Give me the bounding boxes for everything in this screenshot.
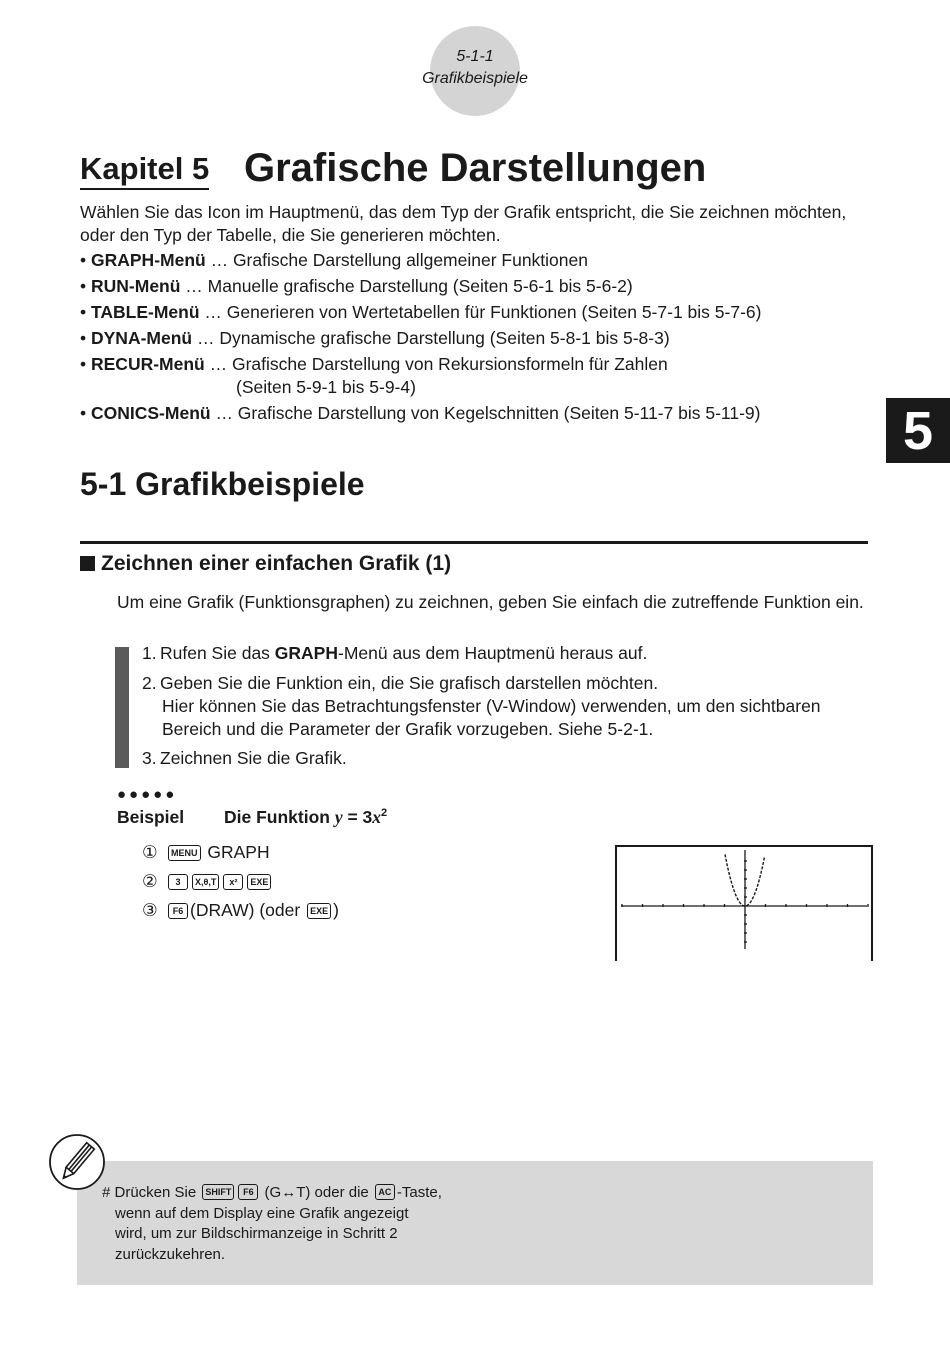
step-3: 3. Zeichnen Sie die Grafik. bbox=[142, 748, 347, 768]
menu-key-icon: MENU bbox=[168, 845, 201, 861]
section-title: 5-1 Grafikbeispiele bbox=[80, 466, 365, 502]
menu-name: CONICS-Menü bbox=[91, 403, 211, 423]
example-dots: ●●●●● bbox=[117, 786, 178, 803]
menu-desc-continued: (Seiten 5-9-1 bis 5-9-4) bbox=[236, 377, 416, 397]
key-x-theta-t-icon: X,θ,T bbox=[192, 874, 219, 890]
menu-desc: … Grafische Darstellung von Rekursionsformeln für Zahlen bbox=[204, 354, 668, 374]
pencil-icon bbox=[48, 1133, 106, 1191]
keystroke-line-3: ③ F6 (DRAW) (oder EXE ) bbox=[142, 900, 339, 920]
key-3-icon: 3 bbox=[168, 874, 188, 890]
menu-desc: … Manuelle grafische Darstellung (Seiten 5-6-1 bis 5-6-2) bbox=[180, 276, 633, 296]
keystroke-line-2: ② 3 X,θ,T x² EXE bbox=[142, 869, 273, 893]
menu-desc: … Grafische Darstellung allgemeiner Funktionen bbox=[205, 250, 588, 270]
key-f6-icon: F6 bbox=[238, 1184, 258, 1200]
page-number: 5-1-1 bbox=[456, 48, 494, 65]
list-item: • RUN-Menü … Manuelle grafische Darstellung (Seiten 5-6-1 bis 5-6-2) bbox=[80, 276, 633, 296]
steps-list bbox=[142, 642, 862, 770]
subsection-heading bbox=[80, 552, 451, 576]
ac-key-icon: AC bbox=[375, 1184, 395, 1200]
list-item: • RECUR-Menü … Grafische Darstellung von Rekursionsformeln für Zahlen (Seiten 5-9-1 bis 5-9-4) bbox=[80, 353, 870, 402]
shift-key-icon: SHIFT bbox=[202, 1184, 234, 1200]
menu-list bbox=[80, 249, 870, 428]
list-item: • CONICS-Menü … Grafische Darstellung von Kegelschnitten (Seiten 5-11-7 bis 5-11-9) bbox=[80, 403, 761, 423]
screen-frame bbox=[616, 846, 872, 961]
section-divider bbox=[80, 541, 868, 544]
list-item: • DYNA-Menü … Dynamische grafische Darstellung (Seiten 5-8-1 bis 5-8-3) bbox=[80, 328, 670, 348]
subsection-title: Zeichnen einer einfachen Grafik (1) bbox=[101, 552, 452, 575]
steps-marker-bar bbox=[115, 647, 129, 768]
calculator-graph-screen bbox=[615, 845, 873, 961]
list-item: • GRAPH-Menü … Grafische Darstellung allgemeiner Funktionen bbox=[80, 250, 588, 270]
menu-desc: … Dynamische grafische Darstellung (Seiten 5-8-1 bis 5-8-3) bbox=[192, 328, 670, 348]
menu-desc: … Grafische Darstellung von Kegelschnitten (Seiten 5-11-7 bis 5-11-9) bbox=[210, 403, 761, 423]
step-2: 2. Geben Sie die Funktion ein, die Sie grafisch darstellen möchten. Hier können Sie das Betrachtungsfenster (V-Window) verwenden, um den sichtbaren Bereich und die Parameter der Grafik vorzugeben. Siehe 5-2-1. bbox=[142, 673, 821, 739]
intro-paragraph: Wählen Sie das Icon im Hauptmenü, das dem Typ der Grafik entspricht, die Sie zeichnen möchten, oder den Typ der Tabelle, die Sie generieren möchten. bbox=[80, 202, 847, 245]
example-label: Beispiel bbox=[117, 807, 185, 827]
menu-name: RECUR-Menü bbox=[91, 354, 205, 374]
key-x-squared-icon: x² bbox=[223, 874, 243, 890]
key-exe-icon: EXE bbox=[247, 874, 271, 890]
chapter-tab: 5 bbox=[886, 398, 950, 463]
menu-name: RUN-Menü bbox=[91, 276, 181, 296]
page-subtitle: Grafikbeispiele bbox=[422, 70, 528, 87]
chapter-label: Kapitel 5 bbox=[80, 150, 209, 190]
menu-desc: … Generieren von Wertetabellen für Funktionen (Seiten 5-7-1 bis 5-7-6) bbox=[199, 302, 762, 322]
key-exe-icon: EXE bbox=[307, 903, 331, 919]
chapter-title: Grafische Darstellungen bbox=[244, 146, 707, 190]
key-f6-icon: F6 bbox=[168, 903, 188, 919]
square-bullet-icon bbox=[80, 556, 95, 571]
list-item: • TABLE-Menü … Generieren von Wertetabellen für Funktionen (Seiten 5-7-1 bis 5-7-6) bbox=[80, 302, 762, 322]
keystroke-line-1: ① MENU GRAPH bbox=[142, 842, 270, 862]
subsection-intro: Um eine Grafik (Funktionsgraphen) zu zeichnen, geben Sie einfach die zutreffende Funktion ein. bbox=[117, 592, 864, 612]
menu-name: DYNA-Menü bbox=[91, 328, 193, 348]
note-text: # Drücken Sie SHIFT F6 (G↔T) oder die AC -Taste, wenn auf dem Display eine Grafik angezeigt wird, um zur Bildschirmanzeige in Schritt 2 zurückzukehren. bbox=[102, 1184, 442, 1263]
menu-name: TABLE-Menü bbox=[91, 302, 200, 322]
example-function: Die Funktion $y = 3x^2$ bbox=[224, 807, 388, 827]
menu-name: GRAPH-Menü bbox=[91, 250, 206, 270]
step-1: 1. Rufen Sie das GRAPH-Menü aus dem Hauptmenü heraus auf. bbox=[142, 643, 648, 663]
